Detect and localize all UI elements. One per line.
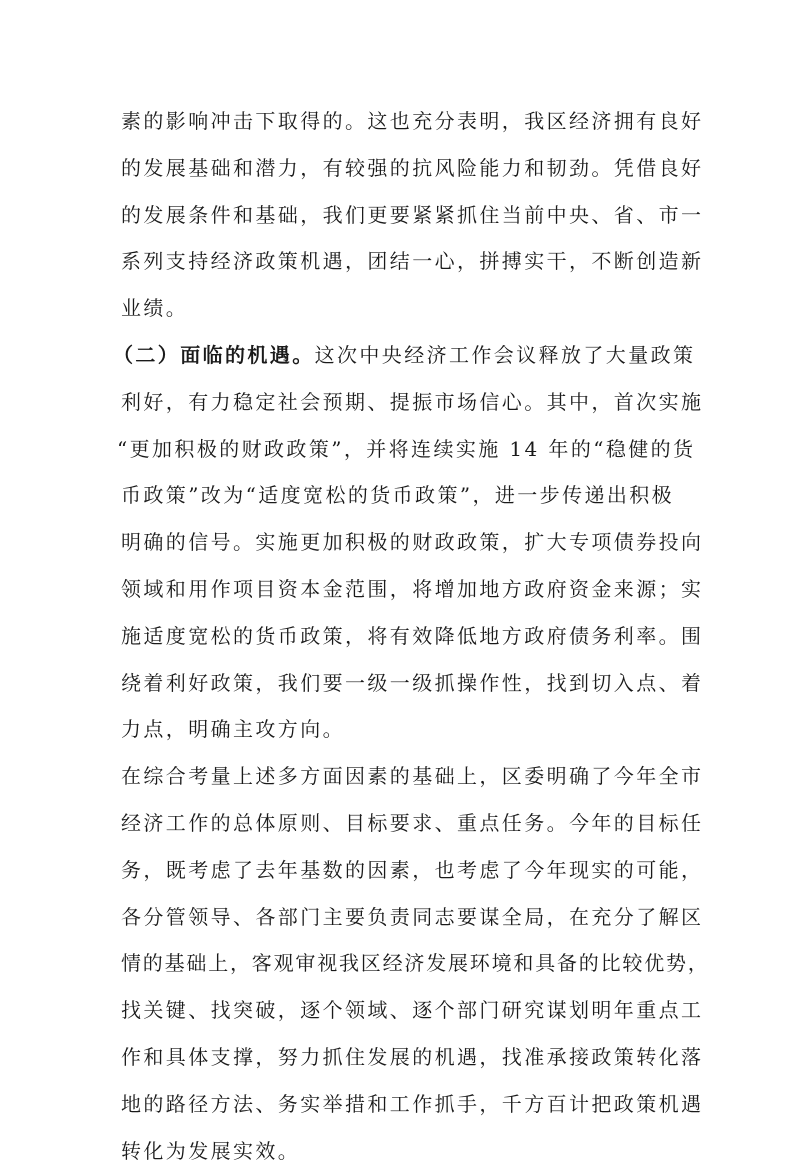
section-heading: （二）面临的机遇。 [113, 343, 315, 367]
text-line: 明确的信号。实施更加积极的财政政策，扩大专项债券投向 [121, 530, 704, 555]
text-line: 绕着利好政策，我们要一级一级抓操作性，找到切入点、着 [121, 670, 704, 695]
text-line: “更加积极的财政政策”，并将连续实施 14 年的“稳健的货 [117, 436, 696, 461]
text-line: 转化为发展实效。 [121, 1138, 301, 1163]
text-line: 领域和用作项目资本金范围，将增加地方政府资金来源；实 [121, 577, 704, 601]
text-line: 作和具体支撑，努力抓住发展的机遇，找准承接政策转化落 [121, 1045, 704, 1069]
text-line: 务，既考虑了去年基数的因素，也考虑了今年现实的可能， [121, 857, 704, 882]
text-line: 各分管领导、各部门主要负责同志要谋全局，在充分了解区 [121, 904, 704, 929]
text-line: 情的基础上，客观审视我区经济发展环境和具备的比较优势， [121, 951, 710, 976]
text-line: 找关键、找突破，逐个领域、逐个部门研究谋划明年重点工 [121, 998, 704, 1023]
text-line: 在综合考量上述多方面因素的基础上，区委明确了今年全市 [121, 764, 704, 789]
text-line: 素的影响冲击下取得的。这也充分表明，我区经济拥有良好 [121, 109, 704, 133]
text-line: 经济工作的总体原则、目标要求、重点任务。今年的目标任 [121, 811, 704, 835]
text-line: 地的路径方法、务实举措和工作抓手，千方百计把政策机遇 [121, 1091, 704, 1116]
text-run: 这次中央经济工作会议释放了大量政策 [314, 343, 696, 367]
text-line: 的发展条件和基础，我们更要紧紧抓住当前中央、省、市一 [121, 202, 704, 227]
text-line: 系列支持经济政策机遇，团结一心，拼搏实干，不断创造新 [121, 249, 704, 274]
section-first-line [113, 341, 696, 369]
text-line: 币政策”改为“适度宽松的货币政策”，进一步传递出积极 [121, 483, 675, 508]
text-line: 的发展基础和潜力，有较强的抗风险能力和韧劲。凭借良好 [121, 155, 704, 180]
text-line: 力点，明确主攻方向。 [121, 717, 345, 742]
text-line: 施适度宽松的货币政策，将有效降低地方政府债务利率。围 [121, 623, 704, 648]
text-line: 业绩。 [121, 296, 189, 321]
text-line: 利好，有力稳定社会预期、提振市场信心。其中，首次实施 [121, 389, 704, 414]
